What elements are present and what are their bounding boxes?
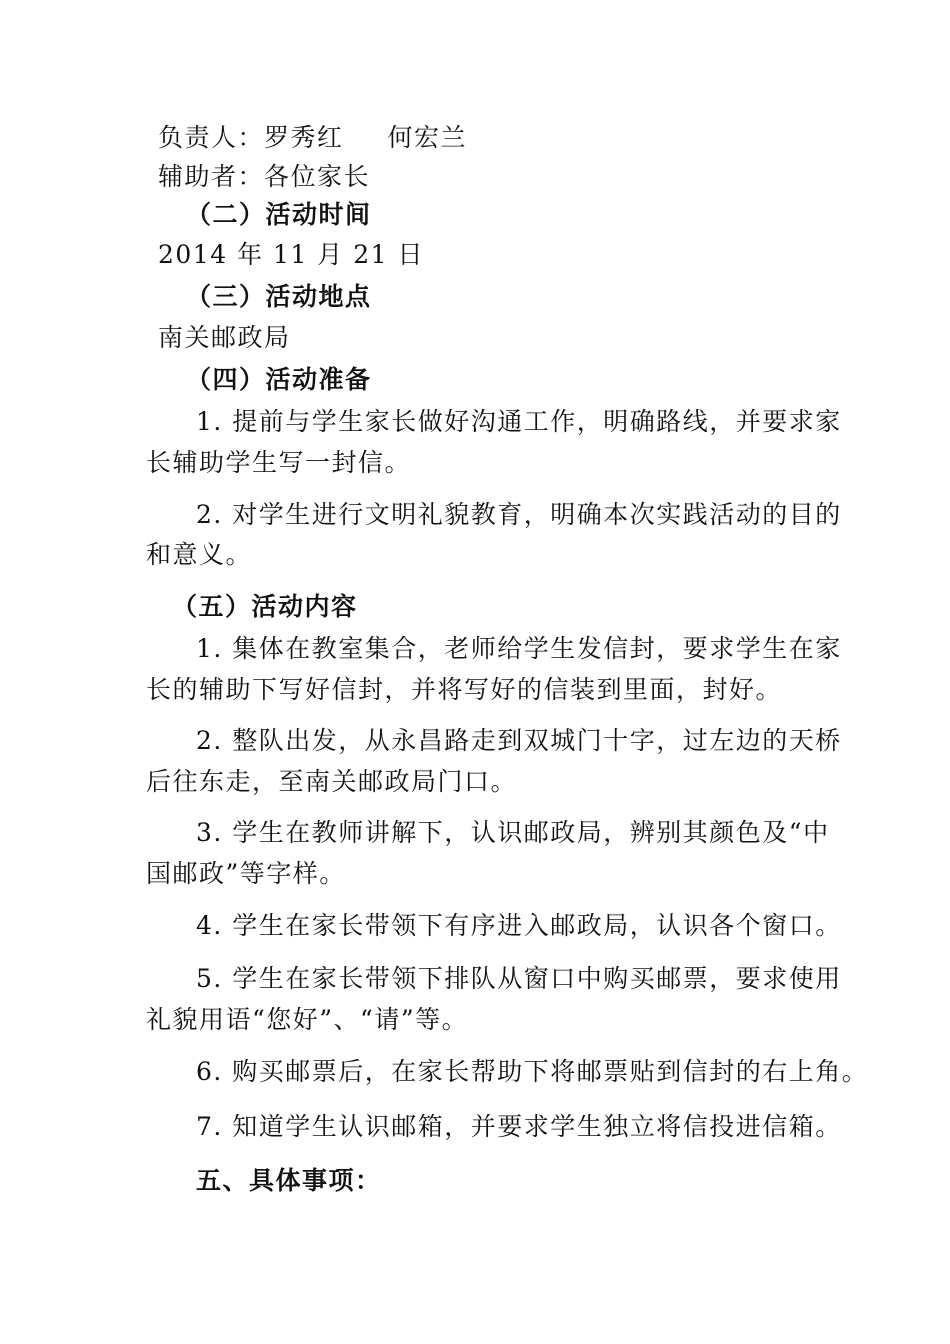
heading-activity-place: （三）活动地点: [186, 282, 372, 311]
content-item-2-line-2: 后往东走，至南关邮政局门口。: [146, 767, 518, 796]
assistant-line: 辅助者：各位家长: [158, 162, 371, 191]
content-item-2-line-1: 2. 整队出发，从永昌路走到双城门十字，过左边的天桥: [196, 726, 842, 755]
activity-place: 南关邮政局: [158, 323, 291, 352]
leader-line: [158, 123, 467, 153]
prep-item-1-line-2: 长辅助学生写一封信。: [146, 448, 412, 477]
content-item-5-line-1: 5. 学生在家长带领下排队从窗口中购买邮票，要求使用: [196, 964, 842, 993]
content-item-7: 7. 知道学生认识邮箱，并要求学生独立将信投进信箱。: [196, 1112, 842, 1141]
content-item-1-line-1: 1. 集体在教室集合，老师给学生发信封，要求学生在家: [196, 634, 842, 663]
content-item-1-line-2: 长的辅助下写好信封，并将写好的信装到里面，封好。: [146, 675, 783, 704]
content-item-4: 4. 学生在家长带领下有序进入邮政局，认识各个窗口。: [196, 911, 842, 940]
prep-item-2-line-1: 2. 对学生进行文明礼貌教育，明确本次实践活动的目的: [196, 500, 842, 529]
activity-date: 2014 年 11 月 21 日: [158, 240, 424, 269]
content-item-5-line-2: 礼貌用语“您好”、“请”等。: [146, 1005, 469, 1034]
heading-activity-content: （五）活动内容: [172, 592, 358, 621]
prep-item-2-line-2: 和意义。: [146, 540, 253, 569]
prep-item-1-line-1: 1. 提前与学生家长做好沟通工作，明确路线，并要求家: [196, 407, 842, 436]
content-item-3-line-1: 3. 学生在教师讲解下，认识邮政局，辨别其颜色及“中: [196, 818, 830, 847]
heading-activity-prep: （四）活动准备: [186, 365, 372, 394]
content-item-3-line-2: 国邮政”等字样。: [146, 859, 346, 888]
heading-specific-matters: 五、具体事项：: [196, 1166, 382, 1195]
heading-activity-time: （二）活动时间: [186, 200, 372, 229]
content-item-6: 6. 购买邮票后，在家长帮助下将邮票贴到信封的右上角。: [196, 1057, 869, 1086]
leader-label: 负责人：罗秀红: [158, 123, 344, 152]
leader-second: 何宏兰: [387, 123, 468, 152]
